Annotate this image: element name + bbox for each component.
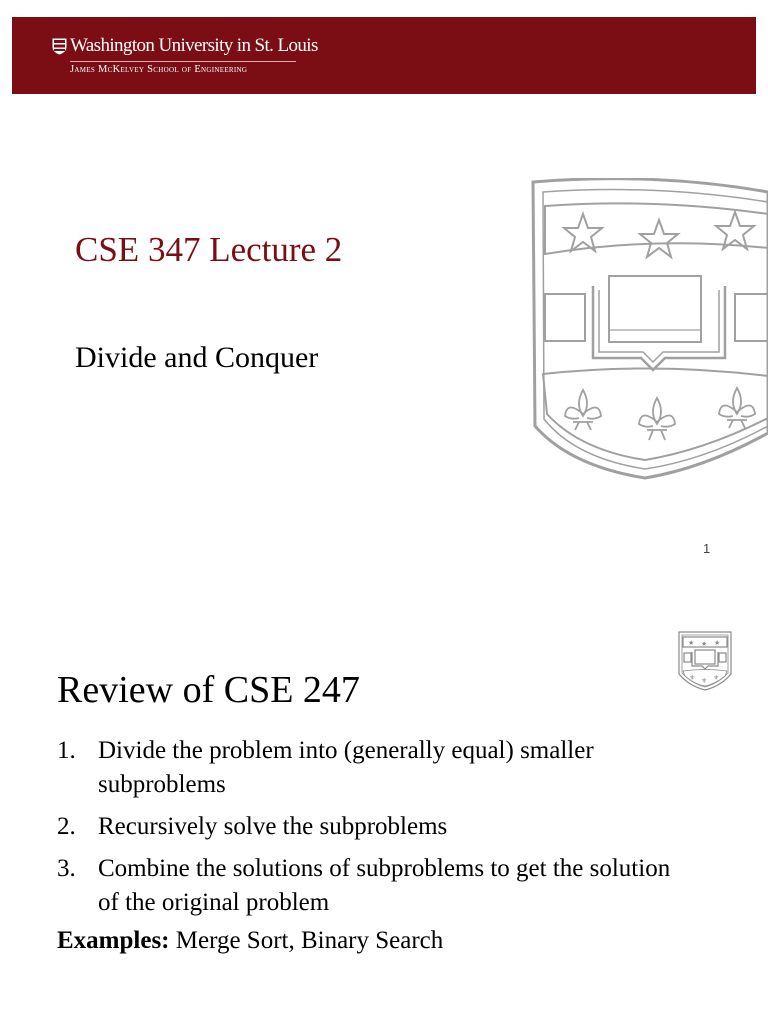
content-slide: [0, 590, 768, 1024]
slide-subtitle: Divide and Conquer: [75, 341, 319, 374]
university-banner: [12, 17, 756, 94]
svg-text:⚜: ⚜: [713, 674, 720, 682]
list-item-number: 1.: [57, 737, 76, 764]
banner-divider: [70, 61, 296, 62]
svg-text:★: ★: [688, 639, 695, 647]
university-shield-watermark: [525, 178, 768, 483]
university-crest-icon: [52, 38, 67, 55]
list-item-number: 3.: [57, 855, 76, 882]
university-name: Washington University in St. Louis: [70, 35, 318, 56]
list-item-text: Divide the problem into (generally equal) smaller subproblems: [98, 737, 594, 798]
university-shield-small-icon: [677, 630, 733, 692]
slide-title: CSE 347 Lecture 2: [75, 230, 343, 269]
list-item-number: 2.: [57, 813, 76, 840]
slide-title: Review of CSE 247: [57, 669, 360, 711]
svg-text:★: ★: [701, 640, 708, 648]
list-item: [57, 734, 697, 802]
svg-text:⚜: ⚜: [701, 677, 708, 685]
list-item: [57, 852, 697, 920]
examples-line: [57, 927, 443, 955]
steps-list: [57, 734, 697, 928]
list-item-text: Recursively solve the subproblems: [98, 813, 448, 840]
examples-text: Merge Sort, Binary Search: [169, 927, 444, 954]
list-item: [57, 810, 697, 844]
school-name: James McKelvey School of Engineering: [70, 64, 248, 75]
examples-label: Examples:: [57, 927, 170, 954]
list-item-text: Combine the solutions of subproblems to get the solution of the original problem: [98, 855, 671, 916]
svg-text:⚜: ⚜: [689, 674, 696, 682]
svg-text:★: ★: [714, 639, 721, 647]
page-number: 1: [703, 541, 711, 556]
